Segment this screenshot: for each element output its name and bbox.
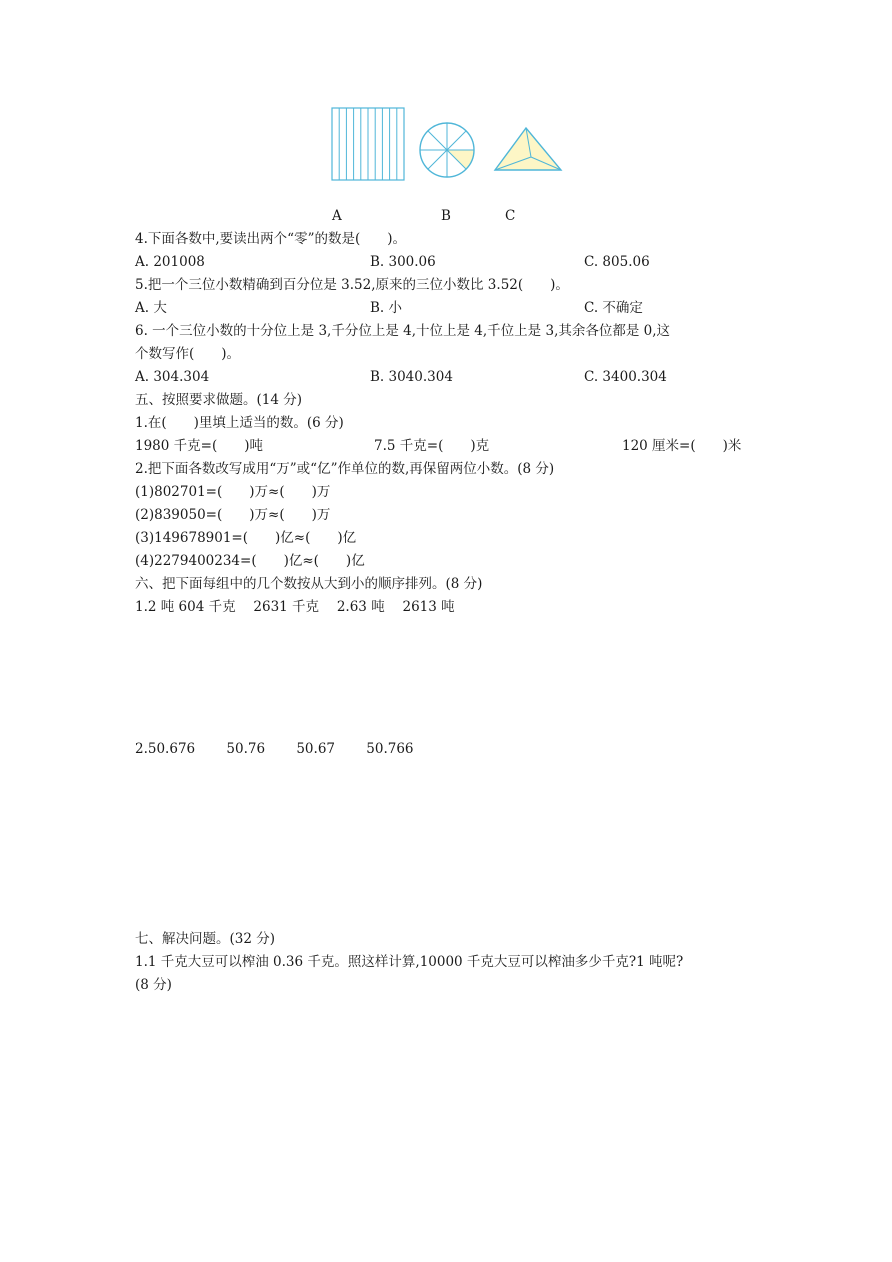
- figure-b-circle: [420, 123, 474, 177]
- rewrite-item-2: (2)839050=( )万≈( )万: [135, 507, 331, 523]
- conversion-item-1: 1980 千克=( )吨: [135, 438, 263, 454]
- q6-option-b: B. 3040.304: [370, 369, 453, 385]
- q5-option-b: B. 小: [370, 300, 403, 316]
- q5-option-c: C. 不确定: [584, 300, 643, 316]
- figure-label-a: A: [332, 208, 342, 224]
- figure-label-b: B: [441, 208, 451, 224]
- q6-option-a: A. 304.304: [135, 369, 210, 385]
- figure-label-c: C: [505, 208, 516, 224]
- question-4: 4.下面各数中,要读出两个“零”的数是( )。: [135, 231, 407, 247]
- section-5-part-2-title: 2.把下面各数改写成用“万”或“亿”作单位的数,再保留两位小数。(8 分): [135, 461, 555, 477]
- rewrite-item-3: (3)149678901=( )亿≈( )亿: [135, 530, 357, 546]
- q6-option-c: C. 3400.304: [584, 369, 667, 385]
- figure-c-triangle: [495, 128, 561, 170]
- circle-shaded-sector: [447, 150, 474, 169]
- ordering-group-2: 2.50.676 50.76 50.67 50.766: [135, 741, 414, 757]
- ordering-group-1: 1.2 吨 604 千克 2631 千克 2.63 吨 2613 吨: [135, 599, 455, 615]
- q4-option-a: A. 201008: [135, 254, 205, 270]
- problem-1-line2: (8 分): [135, 977, 172, 993]
- q5-option-a: A. 大: [135, 300, 167, 316]
- question-6-line1: 6. 一个三位小数的十分位上是 3,千分位上是 4,十位上是 4,千位上是 3,其余各位都是 0,这: [135, 323, 671, 339]
- rewrite-item-4: (4)2279400234=( )亿≈( )亿: [135, 553, 365, 569]
- q4-option-b: B. 300.06: [370, 254, 436, 270]
- section-5-part-1-title: 1.在( )里填上适当的数。(6 分): [135, 415, 344, 431]
- q4-option-c: C. 805.06: [584, 254, 650, 270]
- question-5: 5.把一个三位小数精确到百分位是 3.52,原来的三位小数比 3.52( )。: [135, 277, 569, 293]
- conversion-item-3: 120 厘米=( )米: [622, 438, 742, 454]
- conversion-item-2: 7.5 千克=( )克: [374, 438, 490, 454]
- fraction-figures: [330, 106, 570, 186]
- figure-a-rectangle: [332, 108, 404, 180]
- problem-1-line1: 1.1 千克大豆可以榨油 0.36 千克。照这样计算,10000 千克大豆可以榨油多少千克?1 吨呢?: [135, 954, 684, 970]
- question-6-line2: 个数写作( )。: [135, 346, 241, 362]
- section-6-title: 六、把下面每组中的几个数按从大到小的顺序排列。(8 分): [135, 576, 483, 592]
- section-7-title: 七、解决问题。(32 分): [135, 931, 276, 947]
- triangle-outline: [495, 128, 561, 170]
- fraction-figures-svg: [330, 106, 570, 186]
- section-5-title: 五、按照要求做题。(14 分): [135, 392, 303, 408]
- rewrite-item-1: (1)802701=( )万≈( )万: [135, 484, 331, 500]
